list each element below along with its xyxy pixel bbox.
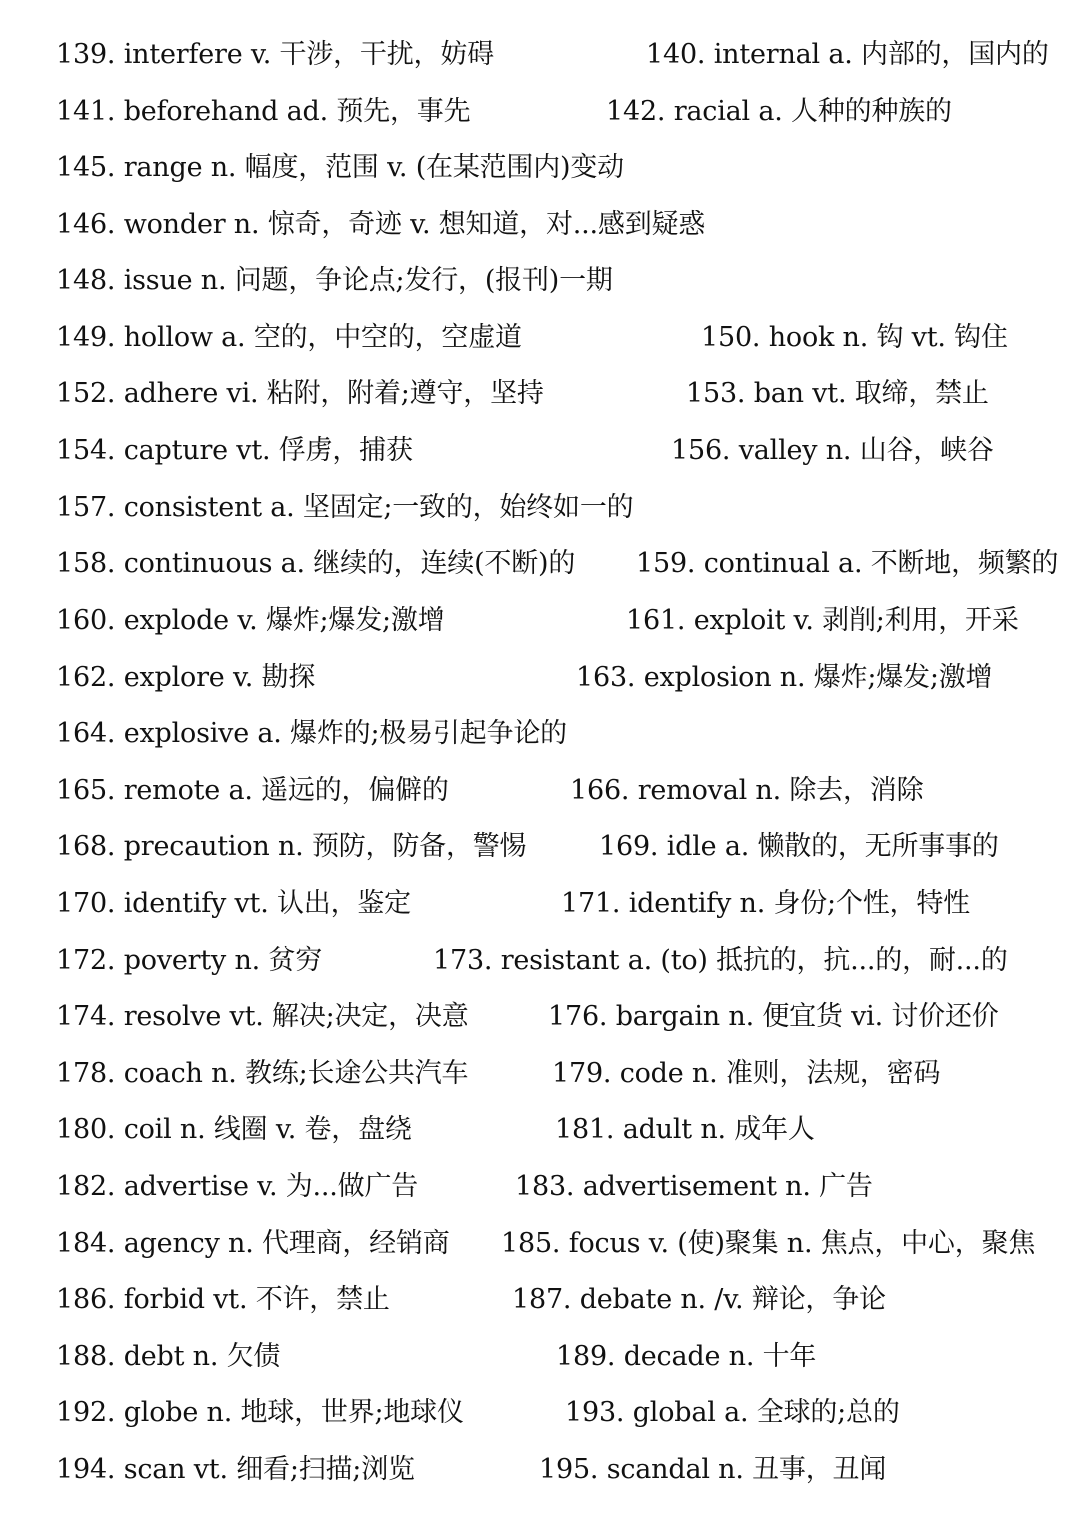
- vocab-entry-189: 189. decade n. 十年: [556, 1341, 817, 1372]
- vocab-entry-181: 181. adult n. 成年人: [555, 1114, 815, 1145]
- vocab-entry-148: 148. issue n. 问题，争论点;发行，(报刊)一期: [56, 265, 613, 296]
- vocab-entry-174: 174. resolve vt. 解决;决定，决意: [56, 1001, 469, 1032]
- vocab-entry-192: 192. globe n. 地球，世界;地球仪: [56, 1397, 464, 1428]
- vocab-entry-183: 183. advertisement n. 广告: [515, 1171, 873, 1202]
- vocab-entry-180: 180. coil n. 线圈 v. 卷，盘绕: [56, 1114, 412, 1145]
- vocab-entry-159: 159. continual a. 不断地，频繁的: [636, 548, 1059, 579]
- vocab-line: [0, 536, 1080, 592]
- vocab-line: [0, 819, 1080, 875]
- vocab-line: [0, 140, 1080, 196]
- vocab-line: [0, 1442, 1080, 1498]
- vocab-line: [0, 423, 1080, 479]
- vocab-entry-157: 157. consistent a. 坚固定;一致的，始终如一的: [56, 492, 634, 523]
- vocab-entry-165: 165. remote a. 遥远的，偏僻的: [56, 775, 449, 806]
- vocab-entry-156: 156. valley n. 山谷，峡谷: [671, 435, 994, 466]
- vocab-entry-163: 163. explosion n. 爆炸;爆发;激增: [576, 662, 993, 693]
- vocab-entry-158: 158. continuous a. 继续的，连续(不断)的: [56, 548, 576, 579]
- vocab-entry-195: 195. scandal n. 丑事，丑闻: [539, 1454, 887, 1485]
- vocab-line: [0, 1385, 1080, 1441]
- vocab-entry-140: 140. internal a. 内部的，国内的: [646, 39, 1049, 70]
- vocab-entry-169: 169. idle a. 懒散的，无所事事的: [599, 831, 999, 862]
- vocab-entry-185: 185. focus v. (使)聚集 n. 焦点，中心，聚焦: [501, 1228, 1036, 1259]
- vocab-entry-188: 188. debt n. 欠债: [56, 1341, 281, 1372]
- vocab-entry-150: 150. hook n. 钩 vt. 钩住: [701, 322, 1008, 353]
- vocab-entry-168: 168. precaution n. 预防，防备，警惕: [56, 831, 527, 862]
- vocab-line: [0, 366, 1080, 422]
- vocab-entry-171: 171. identify n. 身份;个性，特性: [561, 888, 970, 919]
- vocab-entry-160: 160. explode v. 爆炸;爆发;激增: [56, 605, 445, 636]
- vocab-entry-162: 162. explore v. 勘探: [56, 662, 316, 693]
- vocab-entry-187: 187. debate n. /v. 辩论，争论: [512, 1284, 886, 1315]
- vocab-line: [0, 1329, 1080, 1385]
- vocab-line: [0, 480, 1080, 536]
- vocab-line: [0, 27, 1080, 83]
- vocab-line: [0, 876, 1080, 932]
- vocab-entry-176: 176. bargain n. 便宜货 vi. 讨价还价: [548, 1001, 999, 1032]
- vocab-line: [0, 650, 1080, 706]
- vocab-line: [0, 1159, 1080, 1215]
- vocab-entry-154: 154. capture vt. 俘虏，捕获: [56, 435, 413, 466]
- vocab-entry-153: 153. ban vt. 取缔，禁止: [686, 378, 989, 409]
- vocab-entry-141: 141. beforehand ad. 预先，事先: [56, 96, 471, 127]
- vocab-entry-152: 152. adhere vi. 粘附，附着;遵守，坚持: [56, 378, 544, 409]
- vocab-entry-170: 170. identify vt. 认出，鉴定: [56, 888, 411, 919]
- vocab-entry-145: 145. range n. 幅度，范围 v. (在某范围内)变动: [56, 152, 624, 183]
- vocab-entry-173: 173. resistant a. (to) 抵抗的，抗...的，耐...的: [433, 945, 1008, 976]
- vocab-entry-166: 166. removal n. 除去，消除: [570, 775, 924, 806]
- vocab-entry-186: 186. forbid vt. 不许，禁止: [56, 1284, 390, 1315]
- vocab-line: [0, 84, 1080, 140]
- vocab-line: [0, 1102, 1080, 1158]
- vocab-line: [0, 989, 1080, 1045]
- vocab-line: [0, 706, 1080, 762]
- vocab-line: [0, 933, 1080, 989]
- vocab-entry-178: 178. coach n. 教练;长途公共汽车: [56, 1058, 469, 1089]
- vocab-entry-161: 161. exploit v. 剥削;利用，开采: [626, 605, 1019, 636]
- vocab-line: [0, 197, 1080, 253]
- vocab-line: [0, 1046, 1080, 1102]
- vocab-entry-184: 184. agency n. 代理商，经销商: [56, 1228, 450, 1259]
- vocab-entry-139: 139. interfere v. 干涉，干扰，妨碍: [56, 39, 494, 70]
- vocab-entry-146: 146. wonder n. 惊奇，奇迹 v. 想知道，对...感到疑惑: [56, 209, 706, 240]
- vocab-entry-182: 182. advertise v. 为...做广告: [56, 1171, 419, 1202]
- vocab-line: [0, 1216, 1080, 1272]
- vocab-entry-193: 193. global a. 全球的;总的: [565, 1397, 900, 1428]
- vocab-entry-179: 179. code n. 准则，法规，密码: [552, 1058, 941, 1089]
- vocab-line: [0, 763, 1080, 819]
- vocab-entry-172: 172. poverty n. 贫穷: [56, 945, 323, 976]
- vocab-entry-164: 164. explosive a. 爆炸的;极易引起争论的: [56, 718, 567, 749]
- vocab-line: [0, 1272, 1080, 1328]
- vocab-line: [0, 593, 1080, 649]
- vocab-line: [0, 310, 1080, 366]
- vocab-entry-149: 149. hollow a. 空的，中空的，空虚道: [56, 322, 522, 353]
- vocab-entry-194: 194. scan vt. 细看;扫描;浏览: [56, 1454, 415, 1485]
- vocab-line: [0, 253, 1080, 309]
- vocab-entry-142: 142. racial a. 人种的种族的: [606, 96, 952, 127]
